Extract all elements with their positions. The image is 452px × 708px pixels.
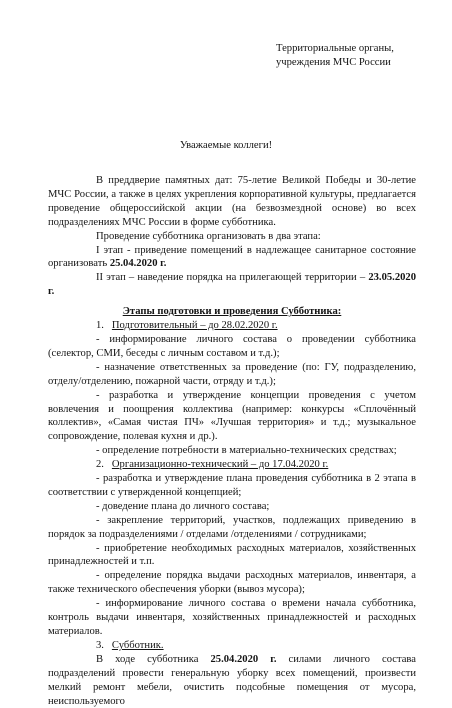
section-title: Этапы подготовки и проведения Субботника:: [122, 306, 342, 318]
step-1-heading: [48, 319, 416, 333]
addressee-line-1: Территориальные органы,: [276, 43, 394, 54]
step-3-paragraph: [48, 653, 416, 708]
stages-intro: Проведение субботника организовать в два этапа:: [96, 230, 321, 242]
step-2-title: Организационно-технический – до 17.04.2020 г.: [111, 459, 329, 471]
step-2-item: - закрепление территорий, участков, подлежащих приведению в порядок за подразделениями / отделами /отделениями / сотрудниками;: [48, 514, 416, 540]
step-3-number: 3.: [96, 639, 104, 651]
stage-1-date: 25.04.2020 г.: [109, 258, 167, 270]
document-body: [48, 174, 416, 708]
step-1-item: - определение потребности в материально-технических средствах;: [96, 445, 397, 457]
step-2-item: - приобретение необходимых расходных материалов, хозяйственных принадлежностей и т.п.: [48, 542, 416, 568]
stage-2-date: 23.05.2020 г.: [48, 272, 416, 298]
step-2-number: 2.: [96, 459, 104, 471]
step-3-text-before: В ходе субботника: [96, 653, 211, 665]
stage-2-line: [48, 271, 416, 299]
step-2-item: - доведение плана до личного состава;: [96, 500, 270, 512]
step-2-heading: [48, 458, 416, 472]
step-1-item: - назначение ответственных за проведение (по: ГУ, подразделению, отделу/отделению, пожарной части, отряду и т.д.);: [48, 361, 416, 387]
stage-1-text: I этап - приведение помещений в надлежащее санитарное состояние организовать: [48, 244, 416, 270]
step-3-heading: [48, 639, 416, 653]
addressee-block: [276, 42, 394, 70]
step-1-item: - разработка и утверждение концепции проведения с учетом вовлечения и поощрения коллектива (например: конкурсы «Сплочённый коллектив», «Самая чистая ПЧ» «Лучшая территория» и т.д.; музыкальное сопровождение, полевая кухня и др.).: [48, 389, 416, 443]
step-1-title: Подготовительный – до 28.02.2020 г.: [111, 320, 278, 332]
step-1-number: 1.: [96, 320, 104, 332]
step-3-date: 25.04.2020 г.: [210, 653, 277, 665]
step-2-item: - информирование личного состава о времени начала субботника, контроль выдачи инвентаря, хозяйственных принадлежностей и расходных материалов.: [48, 598, 416, 637]
step-3-text-after: силами личного состава подразделений провести генеральную уборку всех помещений, произвести мелкий ремонт мебели, очистить подсобные помещения от мусора, неиспользуемого: [48, 653, 416, 707]
intro-paragraph: В преддверие памятных дат: 75-летие Великой Победы и 30-летие МЧС России, а также в целях укрепления корпоративной культуры, предлагается проведение общероссийской акции (на безвозмездной основе) во всех подразделениях МЧС России в форме субботника.: [48, 175, 416, 228]
addressee-line-2: учреждения МЧС России: [276, 57, 391, 68]
step-2-item: - разработка и утверждение плана проведения субботника в 2 этапа в соответствии с утвержденной концепцией;: [48, 473, 416, 498]
stage-1-line: [48, 244, 416, 272]
step-1-item: - информирование личного состава о проведении субботника (селектор, СМИ, беседы с личным составом и т.д.);: [48, 333, 416, 359]
step-2-item: - определение порядка выдачи расходных материалов, инвентаря, а также технического обеспечения уборки (вывоз мусора);: [48, 570, 416, 596]
greeting: Уважаемые коллеги!: [179, 140, 273, 151]
step-3-title: Субботник.: [111, 639, 164, 651]
stage-2-text: II этап – наведение порядка на прилегающей территории –: [96, 272, 369, 284]
